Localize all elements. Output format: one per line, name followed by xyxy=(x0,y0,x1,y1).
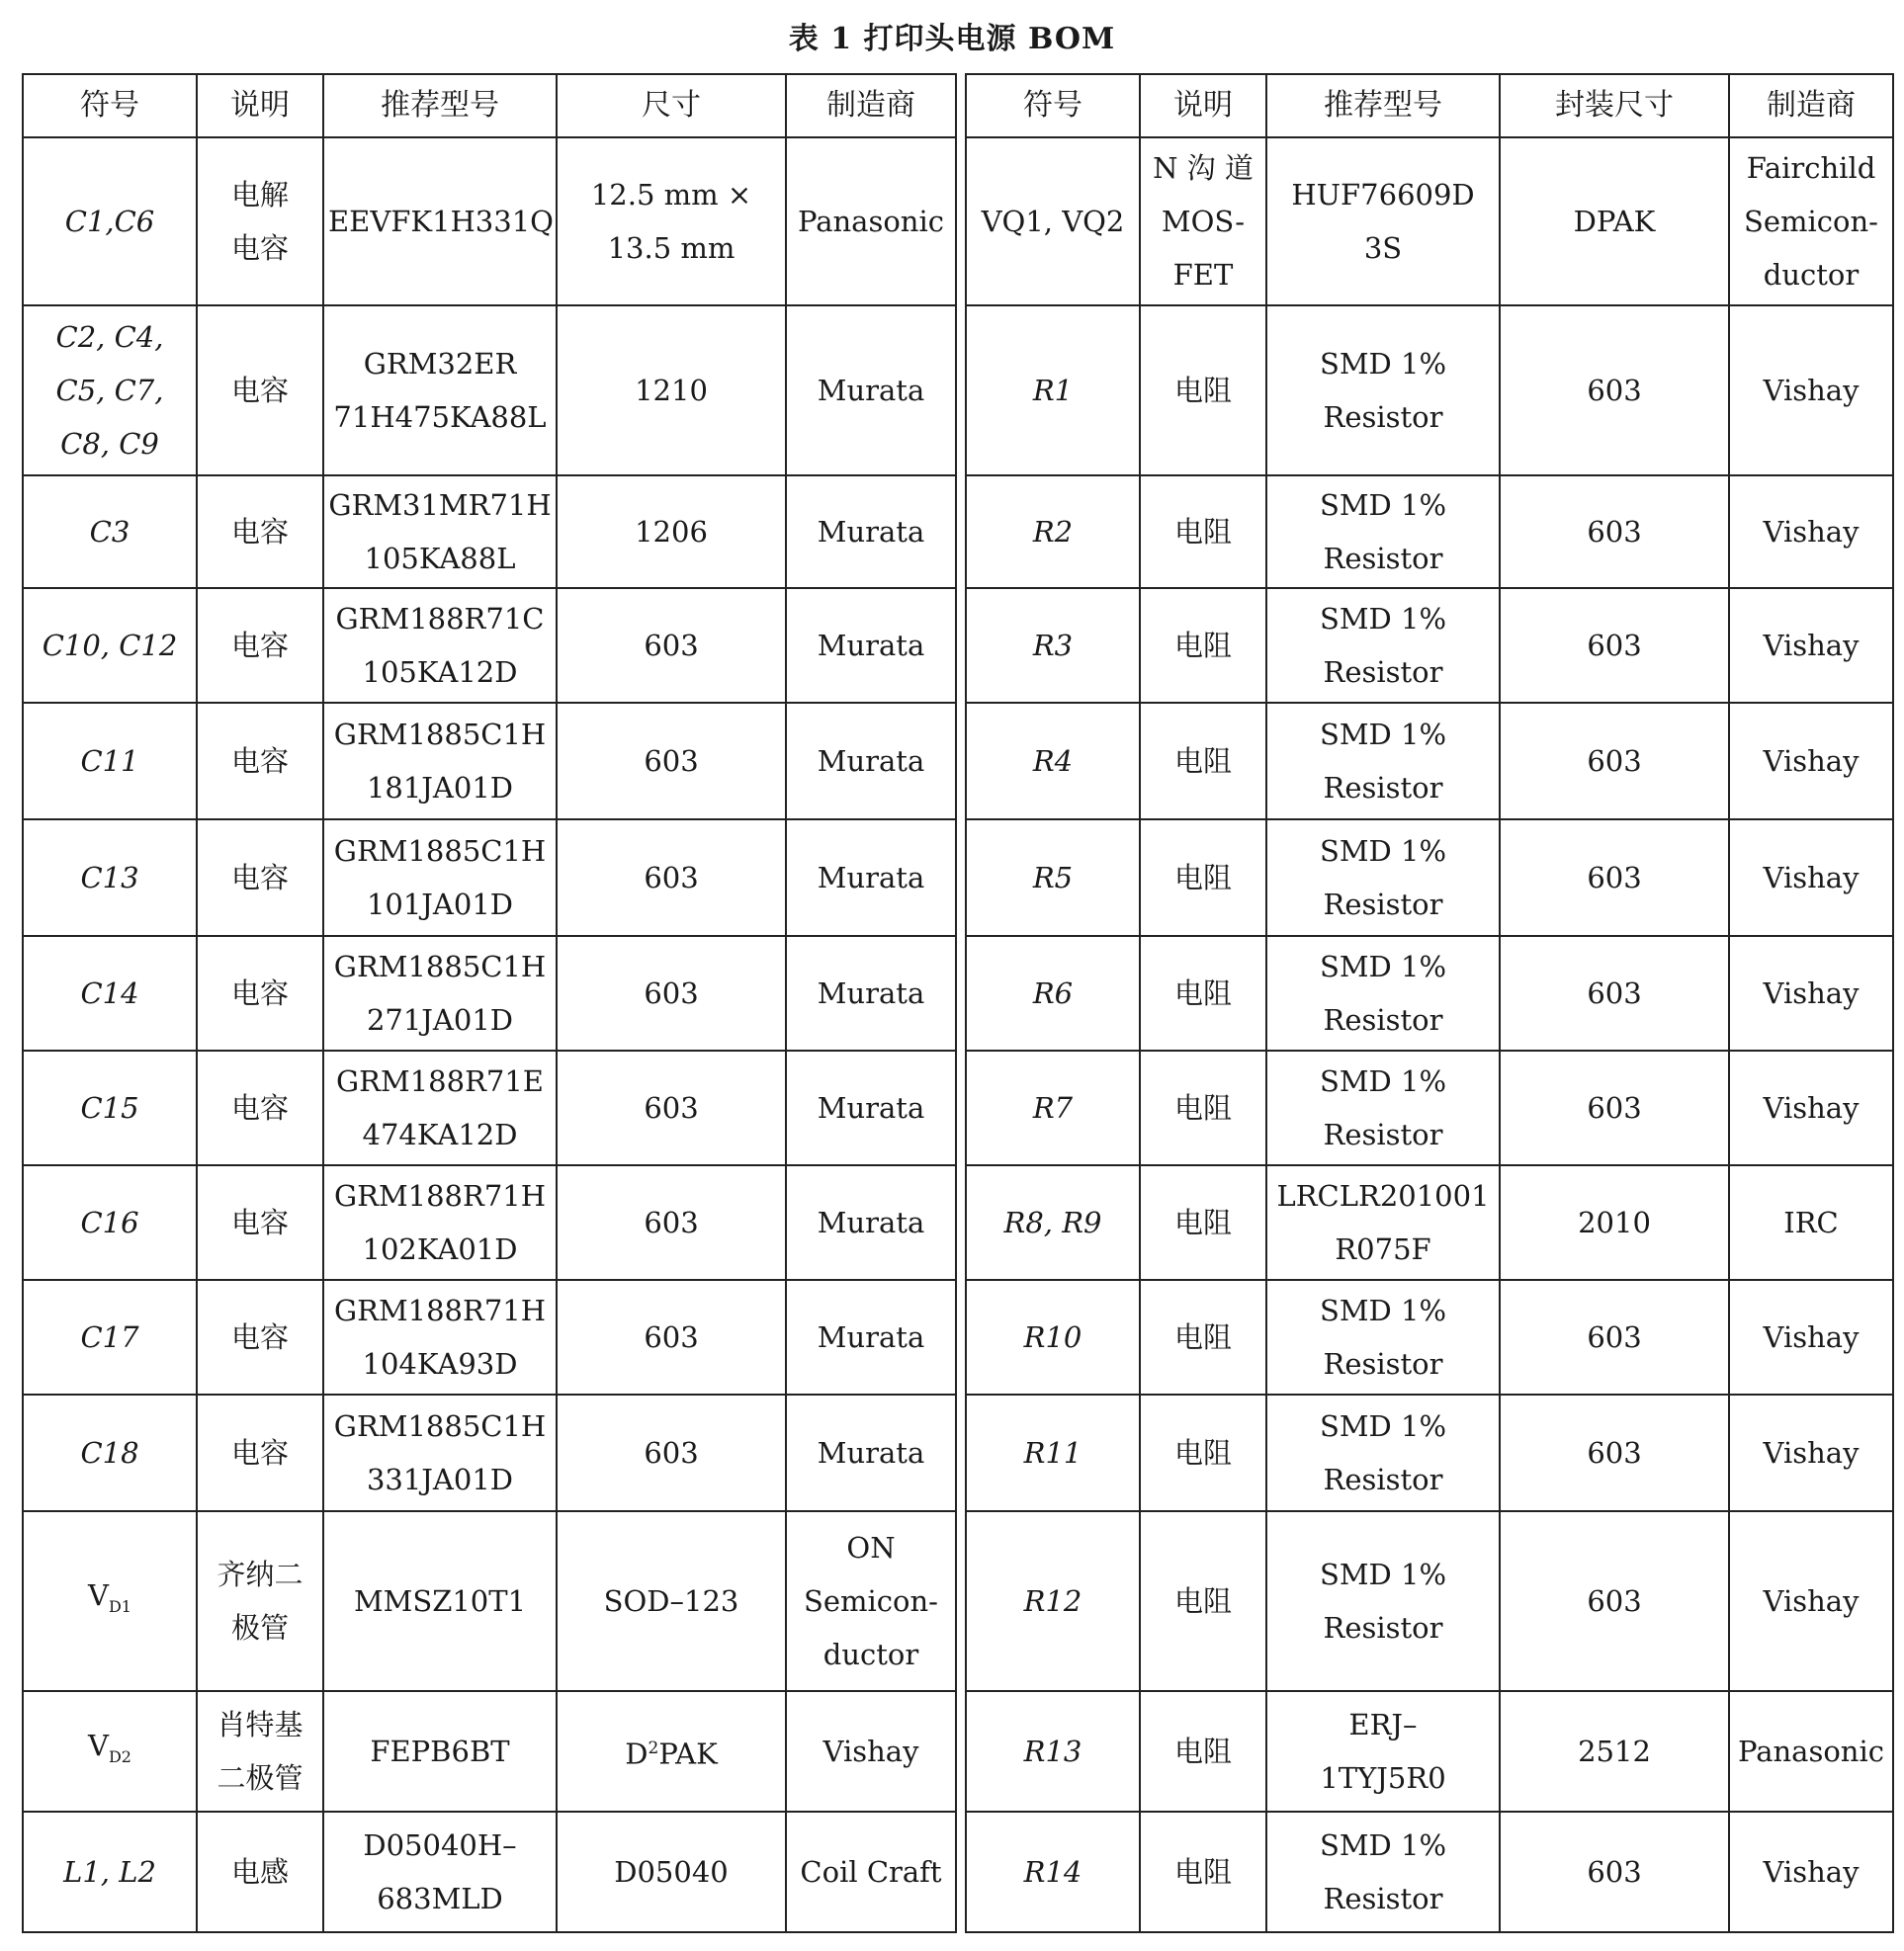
cell-size: 12.5 mm × 13.5 mm xyxy=(557,137,786,305)
cell-part-number: ERJ– 1TYJ5R0 xyxy=(1266,1691,1500,1812)
table-row xyxy=(966,1511,1893,1691)
cell-size: D05040 xyxy=(557,1812,786,1932)
cell-description: 电阻 xyxy=(1140,475,1266,588)
table-row xyxy=(23,475,956,588)
table-row xyxy=(966,936,1893,1051)
cell-part-number: SMD 1% Resistor xyxy=(1266,305,1500,475)
cell-size: SOD–123 xyxy=(557,1511,786,1691)
cell-part-number: GRM188R71H 104KA93D xyxy=(323,1280,557,1395)
cell-manufacturer: Murata xyxy=(786,1165,956,1280)
cell-manufacturer: Vishay xyxy=(1729,819,1893,936)
cell-symbol xyxy=(23,1511,197,1691)
cell-symbol: C13 xyxy=(23,819,197,936)
cell-description: 电容 xyxy=(197,703,323,819)
cell-symbol: R13 xyxy=(966,1691,1140,1812)
table-row xyxy=(966,703,1893,819)
cell-symbol: C10, C12 xyxy=(23,588,197,703)
cell-description: 电阻 xyxy=(1140,1165,1266,1280)
table-row xyxy=(23,1812,956,1932)
column-header: 尺寸 xyxy=(557,74,786,137)
cell-size: 603 xyxy=(1500,1280,1729,1395)
cell-symbol: R12 xyxy=(966,1511,1140,1691)
cell-description: 电容 xyxy=(197,475,323,588)
cell-part-number: GRM188R71E 474KA12D xyxy=(323,1051,557,1165)
cell-manufacturer: Murata xyxy=(786,936,956,1051)
cell-symbol: C14 xyxy=(23,936,197,1051)
table-row xyxy=(23,305,956,475)
cell-size: 2512 xyxy=(1500,1691,1729,1812)
cell-symbol xyxy=(23,1691,197,1812)
cell-description: 电容 xyxy=(197,305,323,475)
symbol-main: V xyxy=(88,1578,109,1613)
cell-size: 1210 xyxy=(557,305,786,475)
cell-size: 603 xyxy=(1500,819,1729,936)
cell-symbol: C1,C6 xyxy=(23,137,197,305)
cell-part-number: FEPB6BT xyxy=(323,1691,557,1812)
cell-symbol: VQ1, VQ2 xyxy=(966,137,1140,305)
cell-size: 603 xyxy=(557,819,786,936)
cell-symbol: R3 xyxy=(966,588,1140,703)
cell-size: 603 xyxy=(1500,1051,1729,1165)
table-row xyxy=(966,588,1893,703)
cell-symbol: C17 xyxy=(23,1280,197,1395)
cell-manufacturer: ON Semicon- ductor xyxy=(786,1511,956,1691)
cell-symbol: R5 xyxy=(966,819,1140,936)
cell-part-number: GRM188R71C 105KA12D xyxy=(323,588,557,703)
cell-manufacturer: Vishay xyxy=(1729,588,1893,703)
cell-description: 电解 电容 xyxy=(197,137,323,305)
cell-size: 603 xyxy=(557,1165,786,1280)
cell-part-number: MMSZ10T1 xyxy=(323,1511,557,1691)
cell-symbol: R6 xyxy=(966,936,1140,1051)
table-row xyxy=(23,137,956,305)
cell-part-number: GRM1885C1H 331JA01D xyxy=(323,1395,557,1511)
table-row xyxy=(966,475,1893,588)
cell-size: 603 xyxy=(557,1051,786,1165)
cell-symbol: C16 xyxy=(23,1165,197,1280)
cell-description: 电容 xyxy=(197,819,323,936)
table-row xyxy=(23,1051,956,1165)
table-title: 表 1 打印头电源 BOM xyxy=(788,22,1116,56)
cell-symbol: R10 xyxy=(966,1280,1140,1395)
table-row xyxy=(966,1165,1893,1280)
cell-size: 2010 xyxy=(1500,1165,1729,1280)
cell-size: 603 xyxy=(1500,588,1729,703)
cell-part-number: EEVFK1H331Q xyxy=(323,137,557,305)
cell-manufacturer: Panasonic xyxy=(786,137,956,305)
table-row xyxy=(23,588,956,703)
column-header: 说明 xyxy=(197,74,323,137)
cell-description: 电阻 xyxy=(1140,1511,1266,1691)
cell-description: 电阻 xyxy=(1140,305,1266,475)
symbol-main: V xyxy=(88,1729,109,1763)
cell-size xyxy=(557,1691,786,1812)
cell-size: 603 xyxy=(557,1280,786,1395)
cell-symbol: C2, C4, C5, C7, C8, C9 xyxy=(23,305,197,475)
table-row xyxy=(23,1165,956,1280)
cell-symbol: R14 xyxy=(966,1812,1140,1932)
column-header: 制造商 xyxy=(1729,74,1893,137)
cell-symbol: C15 xyxy=(23,1051,197,1165)
cell-part-number: SMD 1% Resistor xyxy=(1266,936,1500,1051)
cell-description: 电感 xyxy=(197,1812,323,1932)
cell-manufacturer: Vishay xyxy=(786,1691,956,1812)
column-header: 符号 xyxy=(23,74,197,137)
cell-manufacturer: Murata xyxy=(786,819,956,936)
bom-table-left xyxy=(22,73,957,1933)
cell-size: 603 xyxy=(1500,1511,1729,1691)
column-header: 制造商 xyxy=(786,74,956,137)
cell-size: 603 xyxy=(557,936,786,1051)
size-superscript: 2 xyxy=(648,1739,659,1759)
cell-description: 电容 xyxy=(197,588,323,703)
cell-manufacturer: Murata xyxy=(786,588,956,703)
cell-part-number: SMD 1% Resistor xyxy=(1266,819,1500,936)
cell-description: 电阻 xyxy=(1140,1051,1266,1165)
cell-part-number: GRM1885C1H 181JA01D xyxy=(323,703,557,819)
table-row xyxy=(23,936,956,1051)
cell-description: 电容 xyxy=(197,1395,323,1511)
cell-size: 603 xyxy=(1500,1812,1729,1932)
cell-symbol: L1, L2 xyxy=(23,1812,197,1932)
cell-size: 603 xyxy=(557,588,786,703)
symbol-subscript: D1 xyxy=(108,1596,131,1616)
cell-part-number: SMD 1% Resistor xyxy=(1266,588,1500,703)
cell-description: 电阻 xyxy=(1140,703,1266,819)
cell-manufacturer: Vishay xyxy=(1729,1395,1893,1511)
cell-size: 603 xyxy=(1500,1395,1729,1511)
cell-symbol: R11 xyxy=(966,1395,1140,1511)
cell-part-number: GRM1885C1H 101JA01D xyxy=(323,819,557,936)
cell-size: DPAK xyxy=(1500,137,1729,305)
column-header: 符号 xyxy=(966,74,1140,137)
cell-description: 电容 xyxy=(197,936,323,1051)
cell-description: 电阻 xyxy=(1140,1691,1266,1812)
cell-size: 1206 xyxy=(557,475,786,588)
cell-size: 603 xyxy=(557,1395,786,1511)
cell-size: 603 xyxy=(1500,475,1729,588)
column-header: 说明 xyxy=(1140,74,1266,137)
cell-part-number: GRM1885C1H 271JA01D xyxy=(323,936,557,1051)
cell-description: 电阻 xyxy=(1140,936,1266,1051)
cell-manufacturer: Panasonic xyxy=(1729,1691,1893,1812)
table-row xyxy=(966,1280,1893,1395)
cell-description: 电阻 xyxy=(1140,819,1266,936)
cell-description: 电容 xyxy=(197,1165,323,1280)
column-header: 推荐型号 xyxy=(323,74,557,137)
cell-size: 603 xyxy=(1500,703,1729,819)
cell-symbol: R8, R9 xyxy=(966,1165,1140,1280)
cell-symbol: C3 xyxy=(23,475,197,588)
table-row xyxy=(23,1395,956,1511)
cell-manufacturer: Murata xyxy=(786,703,956,819)
cell-manufacturer: Vishay xyxy=(1729,1511,1893,1691)
table-row xyxy=(23,1280,956,1395)
cell-symbol: C18 xyxy=(23,1395,197,1511)
cell-manufacturer: Murata xyxy=(786,1280,956,1395)
cell-manufacturer: Murata xyxy=(786,1051,956,1165)
cell-description: 电容 xyxy=(197,1280,323,1395)
cell-manufacturer: Murata xyxy=(786,305,956,475)
table-row xyxy=(23,819,956,936)
cell-part-number: SMD 1% Resistor xyxy=(1266,1395,1500,1511)
cell-part-number: GRM188R71H 102KA01D xyxy=(323,1165,557,1280)
cell-part-number: SMD 1% Resistor xyxy=(1266,1812,1500,1932)
cell-part-number: HUF76609D 3S xyxy=(1266,137,1500,305)
cell-description: 电阻 xyxy=(1140,1812,1266,1932)
symbol-subscript: D2 xyxy=(108,1746,131,1766)
cell-description: 电容 xyxy=(197,1051,323,1165)
cell-part-number: D05040H– 683MLD xyxy=(323,1812,557,1932)
column-header: 推荐型号 xyxy=(1266,74,1500,137)
table-row xyxy=(23,1691,956,1812)
bom-table-right xyxy=(965,73,1894,1933)
cell-part-number: SMD 1% Resistor xyxy=(1266,1280,1500,1395)
cell-manufacturer: Coil Craft xyxy=(786,1812,956,1932)
cell-description: 电阻 xyxy=(1140,1395,1266,1511)
table-row xyxy=(966,1812,1893,1932)
cell-manufacturer: Vishay xyxy=(1729,1280,1893,1395)
cell-symbol: R7 xyxy=(966,1051,1140,1165)
cell-description: N 沟 道 MOS- FET xyxy=(1140,137,1266,305)
cell-description: 齐纳二 极管 xyxy=(197,1511,323,1691)
cell-description: 肖特基 二极管 xyxy=(197,1691,323,1812)
cell-manufacturer: Fairchild Semicon- ductor xyxy=(1729,137,1893,305)
column-header: 封装尺寸 xyxy=(1500,74,1729,137)
cell-manufacturer: Vishay xyxy=(1729,1051,1893,1165)
table-row xyxy=(966,819,1893,936)
cell-description: 电阻 xyxy=(1140,1280,1266,1395)
size-main: D xyxy=(625,1737,649,1771)
table-row xyxy=(966,1691,1893,1812)
cell-manufacturer: Vishay xyxy=(1729,305,1893,475)
cell-part-number: LRCLR201001 R075F xyxy=(1266,1165,1500,1280)
cell-symbol: R4 xyxy=(966,703,1140,819)
cell-symbol: R1 xyxy=(966,305,1140,475)
cell-manufacturer: Vishay xyxy=(1729,936,1893,1051)
cell-manufacturer: Murata xyxy=(786,475,956,588)
table-row xyxy=(23,1511,956,1691)
table-row xyxy=(23,703,956,819)
table-row xyxy=(966,305,1893,475)
cell-symbol: R2 xyxy=(966,475,1140,588)
cell-part-number: SMD 1% Resistor xyxy=(1266,1051,1500,1165)
table-row xyxy=(966,1051,1893,1165)
cell-part-number: GRM32ER 71H475KA88L xyxy=(323,305,557,475)
size-rest: PAK xyxy=(658,1737,718,1771)
cell-description: 电阻 xyxy=(1140,588,1266,703)
cell-part-number: SMD 1% Resistor xyxy=(1266,703,1500,819)
table-row xyxy=(966,1395,1893,1511)
cell-part-number: SMD 1% Resistor xyxy=(1266,475,1500,588)
cell-manufacturer: Vishay xyxy=(1729,475,1893,588)
cell-size: 603 xyxy=(1500,936,1729,1051)
cell-manufacturer: Vishay xyxy=(1729,703,1893,819)
cell-size: 603 xyxy=(1500,305,1729,475)
cell-manufacturer: Vishay xyxy=(1729,1812,1893,1932)
cell-manufacturer: IRC xyxy=(1729,1165,1893,1280)
cell-part-number: GRM31MR71H 105KA88L xyxy=(323,475,557,588)
cell-size: 603 xyxy=(557,703,786,819)
cell-symbol: C11 xyxy=(23,703,197,819)
table-row xyxy=(966,137,1893,305)
cell-part-number: SMD 1% Resistor xyxy=(1266,1511,1500,1691)
cell-manufacturer: Murata xyxy=(786,1395,956,1511)
